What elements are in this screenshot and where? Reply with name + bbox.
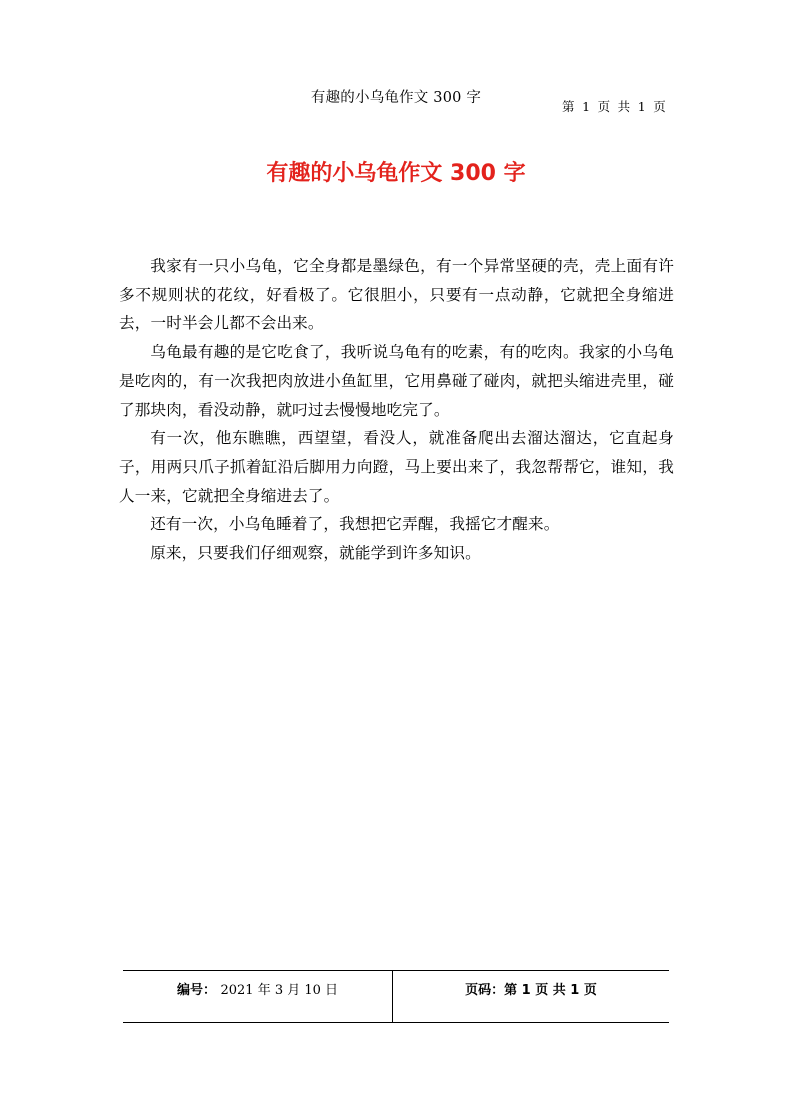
paragraph: 还有一次，小乌龟睡着了，我想把它弄醒，我摇它才醒来。 <box>150 515 560 534</box>
footer-number-label: 编号： <box>176 983 216 998</box>
footer-top-rule <box>123 970 669 971</box>
header-page-indicator: 第 1 页 共 1 页 <box>562 99 667 114</box>
paragraph: 乌龟最有趣的是它吃食了，我听说乌龟有的吃素，有的吃肉。我家的小乌龟是吃肉的，有一次我把肉放进小鱼缸里，它用鼻碰了碰肉，就把头缩进壳里，碰了那块肉，看没动静，就叼过去慢慢地吃完了。 <box>119 343 674 419</box>
paragraph: 原来，只要我们仔细观察，就能学到许多知识。 <box>150 544 481 563</box>
paragraph: 我家有一只小乌龟，它全身都是墨绿色，有一个异常坚硬的壳，壳上面有许多不规则状的花纹，好看极了。它很胆小，只要有一点动静，它就把全身缩进去，一时半会儿都不会出来。 <box>119 257 674 333</box>
footer-page-label: 页码： <box>465 983 505 998</box>
header-title: 有趣的小乌龟作文 300 字 <box>310 90 482 106</box>
footer-number-date <box>123 983 392 999</box>
footer-bottom-rule <box>123 1022 669 1023</box>
footer-page-value: 第 1 页 共 1 页 <box>504 983 597 998</box>
footer-date: 2021 年 3 月 10 日 <box>220 983 339 998</box>
footer-page <box>393 983 669 999</box>
document-body <box>119 252 674 568</box>
paragraph: 有一次，他东瞧瞧，西望望，看没人，就准备爬出去溜达溜达，它直起身子，用两只爪子抓着缸沿后脚用力向蹬，马上要出来了，我忽帮帮它，谁知，我人一来，它就把全身缩进去了。 <box>119 429 674 505</box>
document-title: 有趣的小乌龟作文 300 字 <box>266 161 526 186</box>
